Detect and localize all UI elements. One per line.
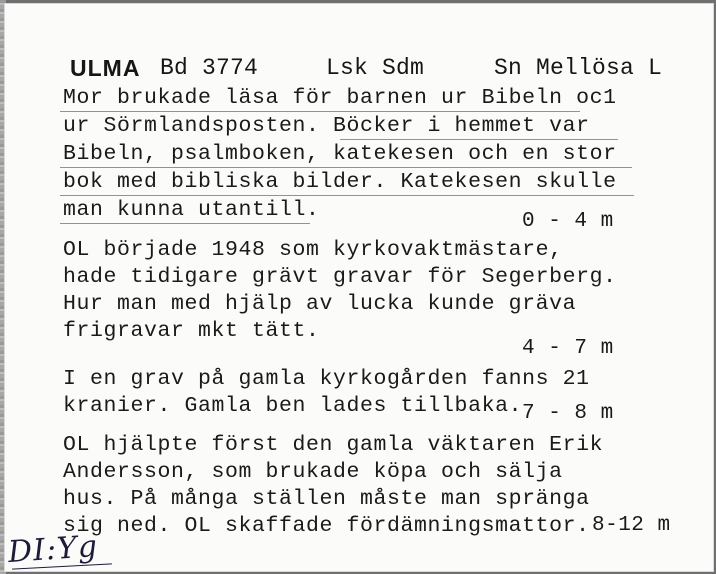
highlight-underline	[60, 195, 634, 196]
text-line: OL hjälpte först den gamla väktaren Erik	[63, 433, 604, 457]
text-line: hus. På många ställen måste man spränga	[63, 487, 590, 511]
text-line: Andersson, som brukade köpa och sälja	[63, 460, 563, 484]
text-line: ur Sörmlandsposten. Böcker i hemmet var	[63, 114, 590, 138]
time-marker: 4 - 7 m	[522, 337, 614, 360]
time-marker: 8-12 m	[592, 514, 671, 537]
text-line: Hur man med hjälp av lucka kunde gräva	[63, 292, 577, 316]
text-line: OL började 1948 som kyrkovaktmästare,	[63, 238, 563, 262]
header-parish: Sn Mellösa L	[494, 55, 663, 81]
handwritten-signature: DI:Yg	[6, 528, 100, 571]
time-marker: 0 - 4 m	[522, 210, 614, 233]
time-marker: 7 - 8 m	[522, 402, 614, 425]
highlight-underline	[60, 167, 632, 168]
header-collection: ULMA	[70, 55, 141, 81]
text-line: kranier. Gamla ben lades tillbaka.	[63, 394, 523, 418]
highlight-underline	[340, 139, 618, 140]
text-line: hade tidigare grävt gravar för Segerberg.	[63, 265, 617, 289]
text-line: Bibeln, psalmboken, katekesen och en stor	[63, 142, 617, 166]
text-line: man kunna utantill.	[63, 198, 320, 222]
text-line: Mor brukade läsa för barnen ur Bibeln oc1	[63, 86, 617, 110]
header-county: Lsk Sdm	[326, 55, 425, 81]
text-line: sig ned. OL skaffade fördämningsmattor.	[63, 514, 590, 538]
highlight-underline	[60, 223, 310, 224]
highlight-underline	[60, 111, 580, 112]
text-line: bok med bibliska bilder. Katekesen skulle	[63, 170, 617, 194]
text-line: frigravar mkt tätt.	[63, 319, 320, 343]
header-volume: Bd 3774	[160, 55, 259, 81]
text-line: I en grav på gamla kyrkogården fanns 21	[63, 367, 590, 391]
